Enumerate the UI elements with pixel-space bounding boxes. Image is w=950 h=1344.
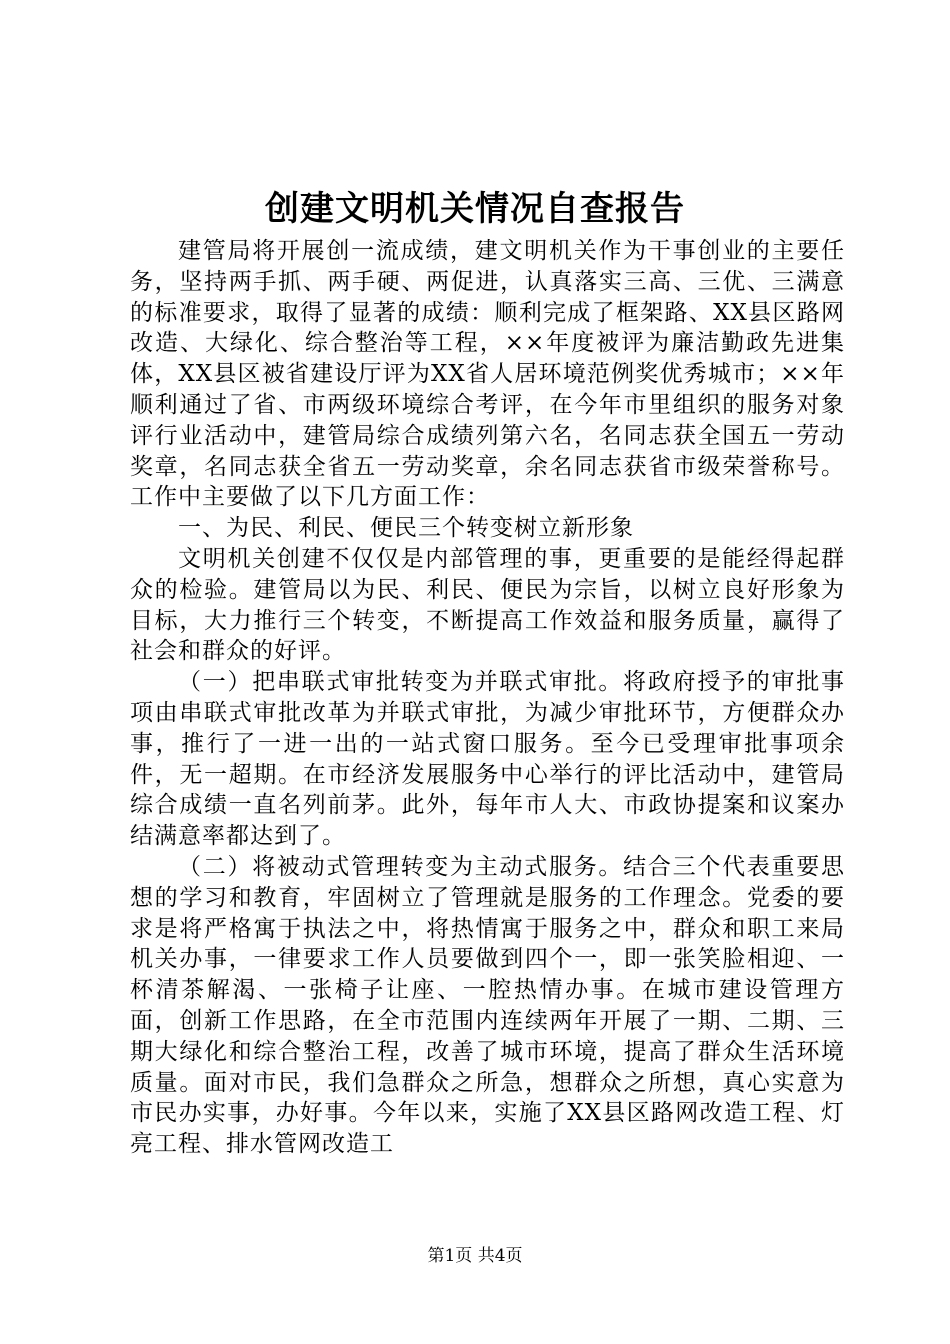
subsection-2-paragraph: （二）将被动式管理转变为主动式服务。结合三个代表重要思想的学习和教育，牢固树立了管理就是服务的工作理念。党委的要求是将严格寓于执法之中，将热情寓于服务之中，群众和职工来局机关办事，一律要求工作人员要做到四个一，即一张笑脸相迎、一杯清茶解渴、一张椅子让座、一腔热情办事。在城市建设管理方面，创新工作思路，在全市范围内连续两年开展了一期、二期、三期大绿化和综合整治工程，改善了城市环境，提高了群众生活环境质量。面对市民，我们急群众之所急，想群众之所想，真心实意为市民办实事，办好事。今年以来，实施了XX县区路网改造工程、灯亮工程、排水管网改造工 xyxy=(130,853,845,1158)
intro-paragraph: 建管局将开展创一流成绩，建文明机关作为干事创业的主要任务，坚持两手抓、两手硬、两促进，认真落实三高、三优、三满意的标准要求，取得了显著的成绩：顺利完成了框架路、XX县区路网改造、大绿化、综合整治等工程，××年度被评为廉洁勤政先进集体，XX县区被省建设厅评为XX省人居环境范例奖优秀城市；××年顺利通过了省、市两级环境综合考评，在今年市里组织的服务对象评行业活动中，建管局综合成绩列第六名，名同志获全国五一劳动奖章，名同志获全省五一劳动奖章，余名同志获省市级荣誉称号。工作中主要做了以下几方面工作： xyxy=(130,238,845,511)
page-footer: 第1页 共4页 xyxy=(427,1246,523,1266)
document-title: 创建文明机关情况自查报告 xyxy=(265,189,685,229)
section-1-paragraph: 文明机关创建不仅仅是内部管理的事，更重要的是能经得起群众的检验。建管局以为民、利民、便民为宗旨，以树立良好形象为目标，大力推行三个转变，不断提高工作效益和服务质量，赢得了社会和群众的好评。 xyxy=(130,545,845,665)
document-body xyxy=(130,236,845,1160)
section-heading-1: 一、为民、利民、便民三个转变树立新形象 xyxy=(178,515,634,542)
subsection-1-paragraph: （一）把串联式审批转变为并联式审批。将政府授予的审批事项由串联式审批改革为并联式审批，为减少审批环节，方便群众办事，推行了一进一出的一站式窗口服务。至今已受理审批事项余件，无一超期。在市经济发展服务中心举行的评比活动中，建管局综合成绩一直名列前茅。此外，每年市人大、市政协提案和议案办结满意率都达到了。 xyxy=(130,669,845,850)
